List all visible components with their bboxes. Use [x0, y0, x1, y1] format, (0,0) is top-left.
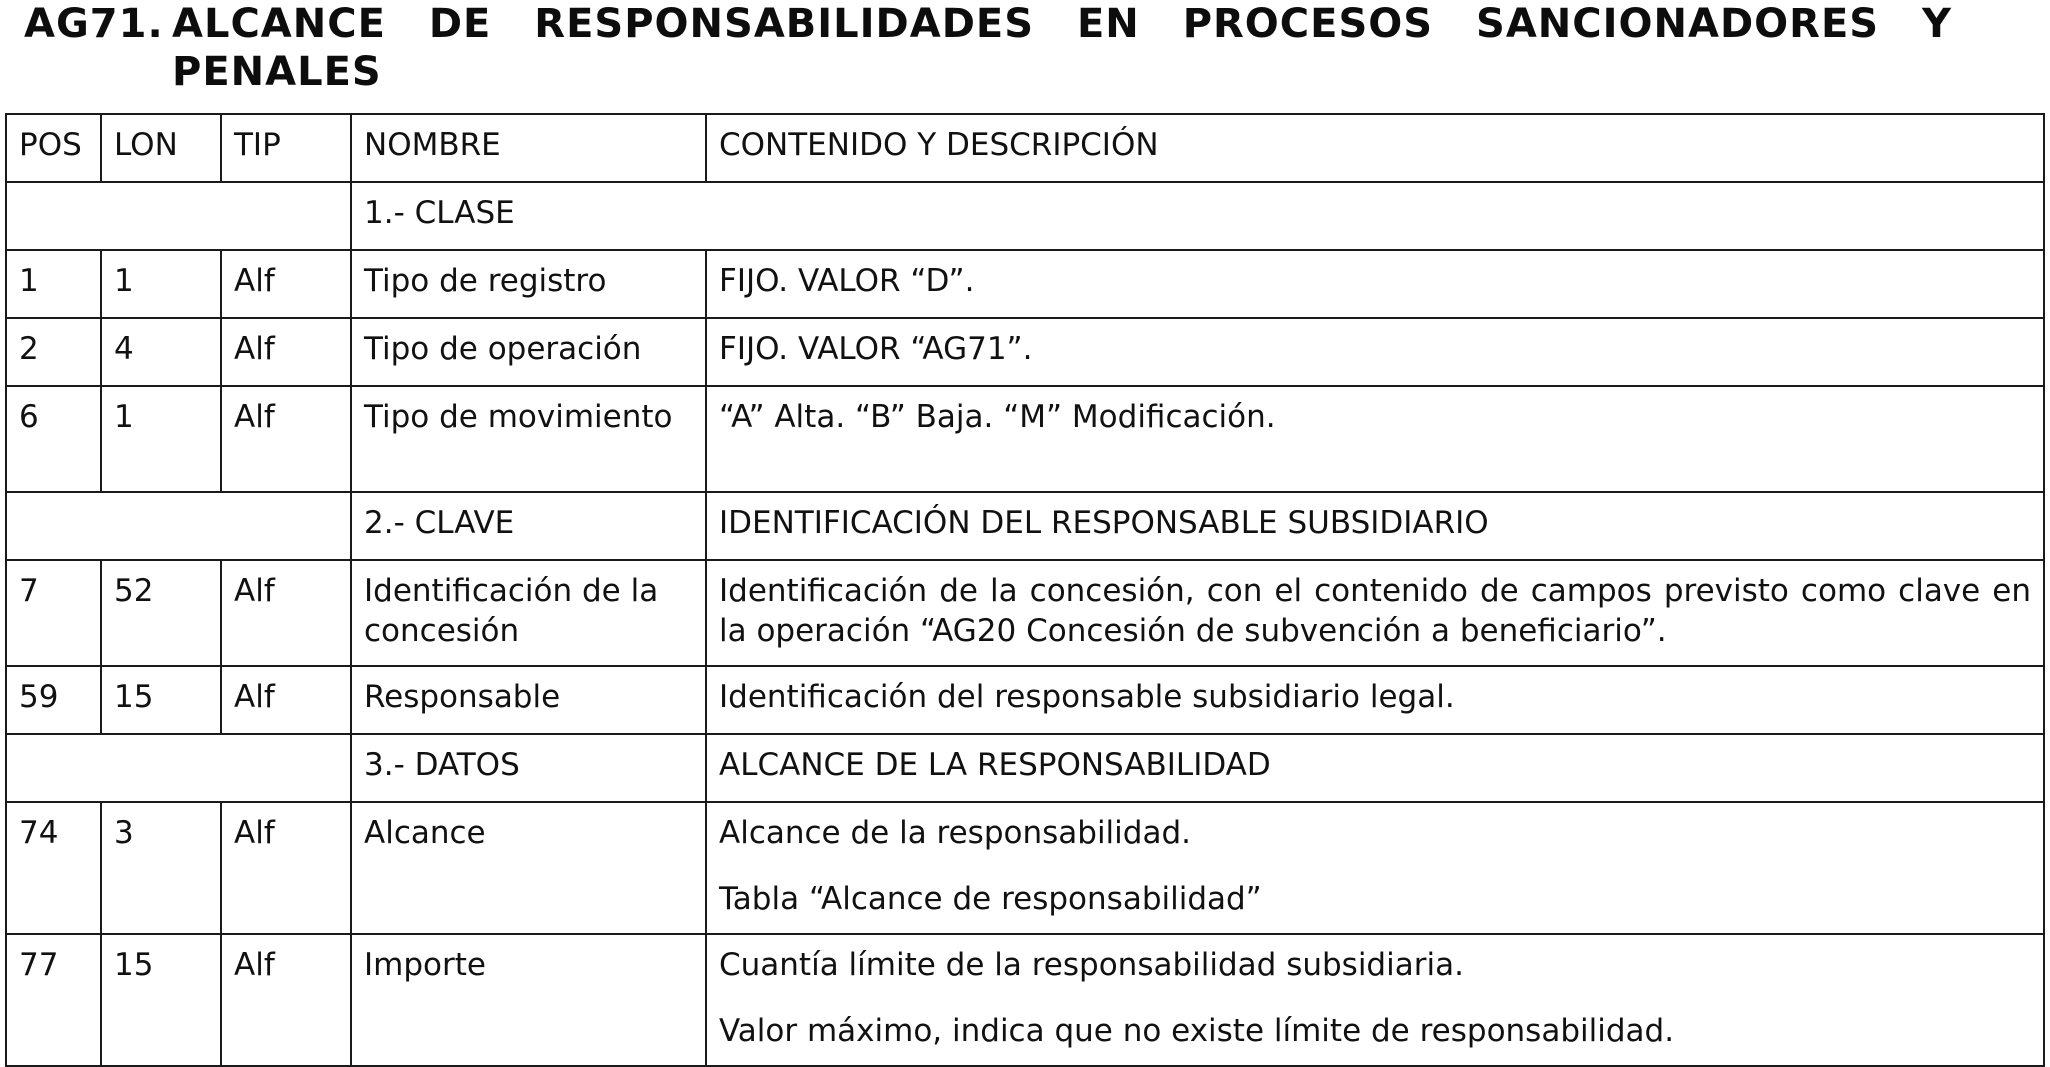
cell-tip: Alf — [221, 386, 351, 492]
cell-pos: 7 — [6, 560, 101, 666]
table-row — [6, 318, 2044, 386]
cell-nombre: Importe — [351, 934, 706, 1066]
cell-contenido: FIJO. VALOR “AG71”. — [706, 318, 2044, 386]
cell-contenido — [706, 934, 2044, 1066]
cell-contenido: Identificación de la concesión, con el contenido de campos previsto como clave en la operación “AG20 Concesión de subvención a beneficiario”. — [706, 560, 2044, 666]
table-row — [6, 560, 2044, 666]
cell-contenido — [706, 802, 2044, 934]
cell-tip: Alf — [221, 934, 351, 1066]
cell-lon: 1 — [101, 250, 221, 318]
cell-contenido: FIJO. VALOR “D”. — [706, 250, 2044, 318]
cell-lon: 3 — [101, 802, 221, 934]
cell-tip: Alf — [221, 802, 351, 934]
record-code: AG71. — [24, 1, 164, 47]
cell-lon: 15 — [101, 666, 221, 734]
col-header-contenido: CONTENIDO Y DESCRIPCIÓN — [706, 114, 2044, 182]
cell-tip: Alf — [221, 666, 351, 734]
table-row — [6, 666, 2044, 734]
section-spacer — [6, 182, 351, 250]
contenido-paragraph: Valor máximo, indica que no existe límite de responsabilidad. — [719, 1013, 1675, 1049]
section-row-clave — [6, 492, 2044, 560]
cell-nombre: Tipo de movimiento — [351, 386, 706, 492]
section-spacer — [6, 492, 351, 560]
section-row-clase — [6, 182, 2044, 250]
table-row — [6, 934, 2044, 1066]
table-header-row — [6, 114, 2044, 182]
table-row — [6, 802, 2044, 934]
cell-pos: 2 — [6, 318, 101, 386]
section-description: ALCANCE DE LA RESPONSABILIDAD — [706, 734, 2044, 802]
section-description: IDENTIFICACIÓN DEL RESPONSABLE SUBSIDIARIO — [706, 492, 2044, 560]
record-title-line-2: PENALES — [172, 49, 382, 95]
cell-pos: 59 — [6, 666, 101, 734]
table-row — [6, 250, 2044, 318]
col-header-pos: POS — [6, 114, 101, 182]
contenido-paragraph: Cuantía límite de la responsabilidad subsidiaria. — [719, 947, 1464, 983]
cell-nombre: Identificación de la concesión — [351, 560, 706, 666]
cell-pos: 74 — [6, 802, 101, 934]
cell-contenido: Identificación del responsable subsidiario legal. — [706, 666, 2044, 734]
contenido-paragraph: Alcance de la responsabilidad. — [719, 815, 1191, 851]
cell-lon: 15 — [101, 934, 221, 1066]
col-header-lon: LON — [101, 114, 221, 182]
section-label: 2.- CLAVE — [351, 492, 706, 560]
cell-tip: Alf — [221, 318, 351, 386]
contenido-paragraph: Tabla “Alcance de responsabilidad” — [719, 881, 1262, 917]
cell-tip: Alf — [221, 250, 351, 318]
cell-nombre: Alcance — [351, 802, 706, 934]
cell-lon: 4 — [101, 318, 221, 386]
cell-contenido: “A” Alta. “B” Baja. “M” Modificación. — [706, 386, 2044, 492]
cell-nombre: Responsable — [351, 666, 706, 734]
record-title-line-1: ALCANCE DE RESPONSABILIDADES EN PROCESOS SANCIONADORES Y — [172, 1, 1952, 47]
cell-pos: 77 — [6, 934, 101, 1066]
cell-nombre: Tipo de registro — [351, 250, 706, 318]
cell-pos: 1 — [6, 250, 101, 318]
col-header-nombre: NOMBRE — [351, 114, 706, 182]
cell-lon: 1 — [101, 386, 221, 492]
section-label: 3.- DATOS — [351, 734, 706, 802]
cell-tip: Alf — [221, 560, 351, 666]
col-header-tip: TIP — [221, 114, 351, 182]
cell-nombre: Tipo de operación — [351, 318, 706, 386]
record-spec-table — [5, 113, 2045, 1067]
table-row — [6, 386, 2044, 492]
section-label: 1.- CLASE — [351, 182, 2044, 250]
cell-pos: 6 — [6, 386, 101, 492]
cell-lon: 52 — [101, 560, 221, 666]
section-row-datos — [6, 734, 2044, 802]
section-spacer — [6, 734, 351, 802]
